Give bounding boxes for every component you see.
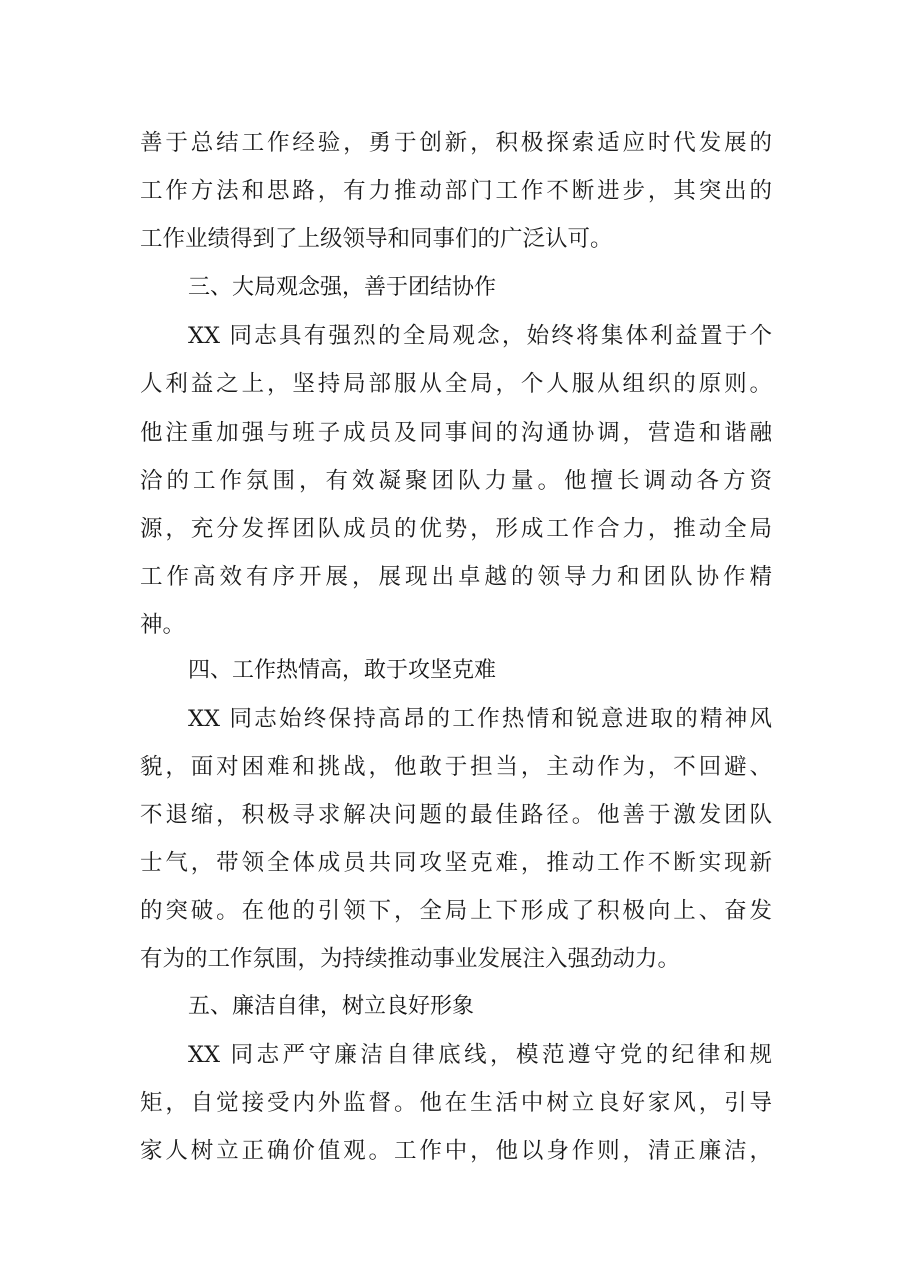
paragraph-line: 有为的工作氛围，为持续推动事业发展注入强劲动力。 <box>140 946 681 972</box>
paragraph-line: 人利益之上，坚持局部服从全局，个人服从组织的原则。 <box>140 371 772 397</box>
section-heading-3: 三、大局观念强，善于团结协作 <box>188 275 497 300</box>
paragraph-line: 貌，面对困难和挑战，他敢于担当，主动作为，不回避、 <box>140 754 772 780</box>
paragraph-line: 工作方法和思路，有力推动部门工作不断进步，其突出的 <box>140 178 772 204</box>
section-heading-4: 四、工作热情高，敢于攻坚克难 <box>188 658 497 683</box>
paragraph-line: 的突破。在他的引领下，全局上下形成了积极向上、奋发 <box>140 898 772 924</box>
paragraph-line: 工作业绩得到了上级领导和同事们的广泛认可。 <box>140 226 613 252</box>
paragraph-line: 善于总结工作经验，勇于创新，积极探索适应时代发展的 <box>140 130 772 156</box>
paragraph-line: 源，充分发挥团队成员的优势，形成工作合力，推动全局 <box>140 516 772 542</box>
paragraph-line: 他注重加强与班子成员及同事间的沟通协调，营造和谐融 <box>140 420 772 446</box>
paragraph-line: XX 同志始终保持高昂的工作热情和锐意进取的精神风 <box>188 706 772 732</box>
section-heading-5: 五、廉洁自律，树立良好形象 <box>188 994 475 1019</box>
paragraph-line: 工作高效有序开展，展现出卓越的领导力和团队协作精 <box>140 564 772 590</box>
paragraph-line: 不退缩，积极寻求解决问题的最佳路径。他善于激发团队 <box>140 802 772 828</box>
paragraph-line: 家人树立正确价值观。工作中，他以身作则，清正廉洁， <box>140 1138 772 1164</box>
paragraph-line: 士气，带领全体成员共同攻坚克难，推动工作不断实现新 <box>140 850 772 876</box>
paragraph-line: XX 同志具有强烈的全局观念，始终将集体利益置于个 <box>188 323 772 349</box>
paragraph-line: 神。 <box>140 612 186 638</box>
paragraph-line: 矩，自觉接受内外监督。他在生活中树立良好家风，引导 <box>140 1090 772 1116</box>
paragraph-line: XX 同志严守廉洁自律底线，模范遵守党的纪律和规 <box>188 1042 772 1068</box>
paragraph-line: 洽的工作氛围，有效凝聚团队力量。他擅长调动各方资 <box>140 468 772 494</box>
